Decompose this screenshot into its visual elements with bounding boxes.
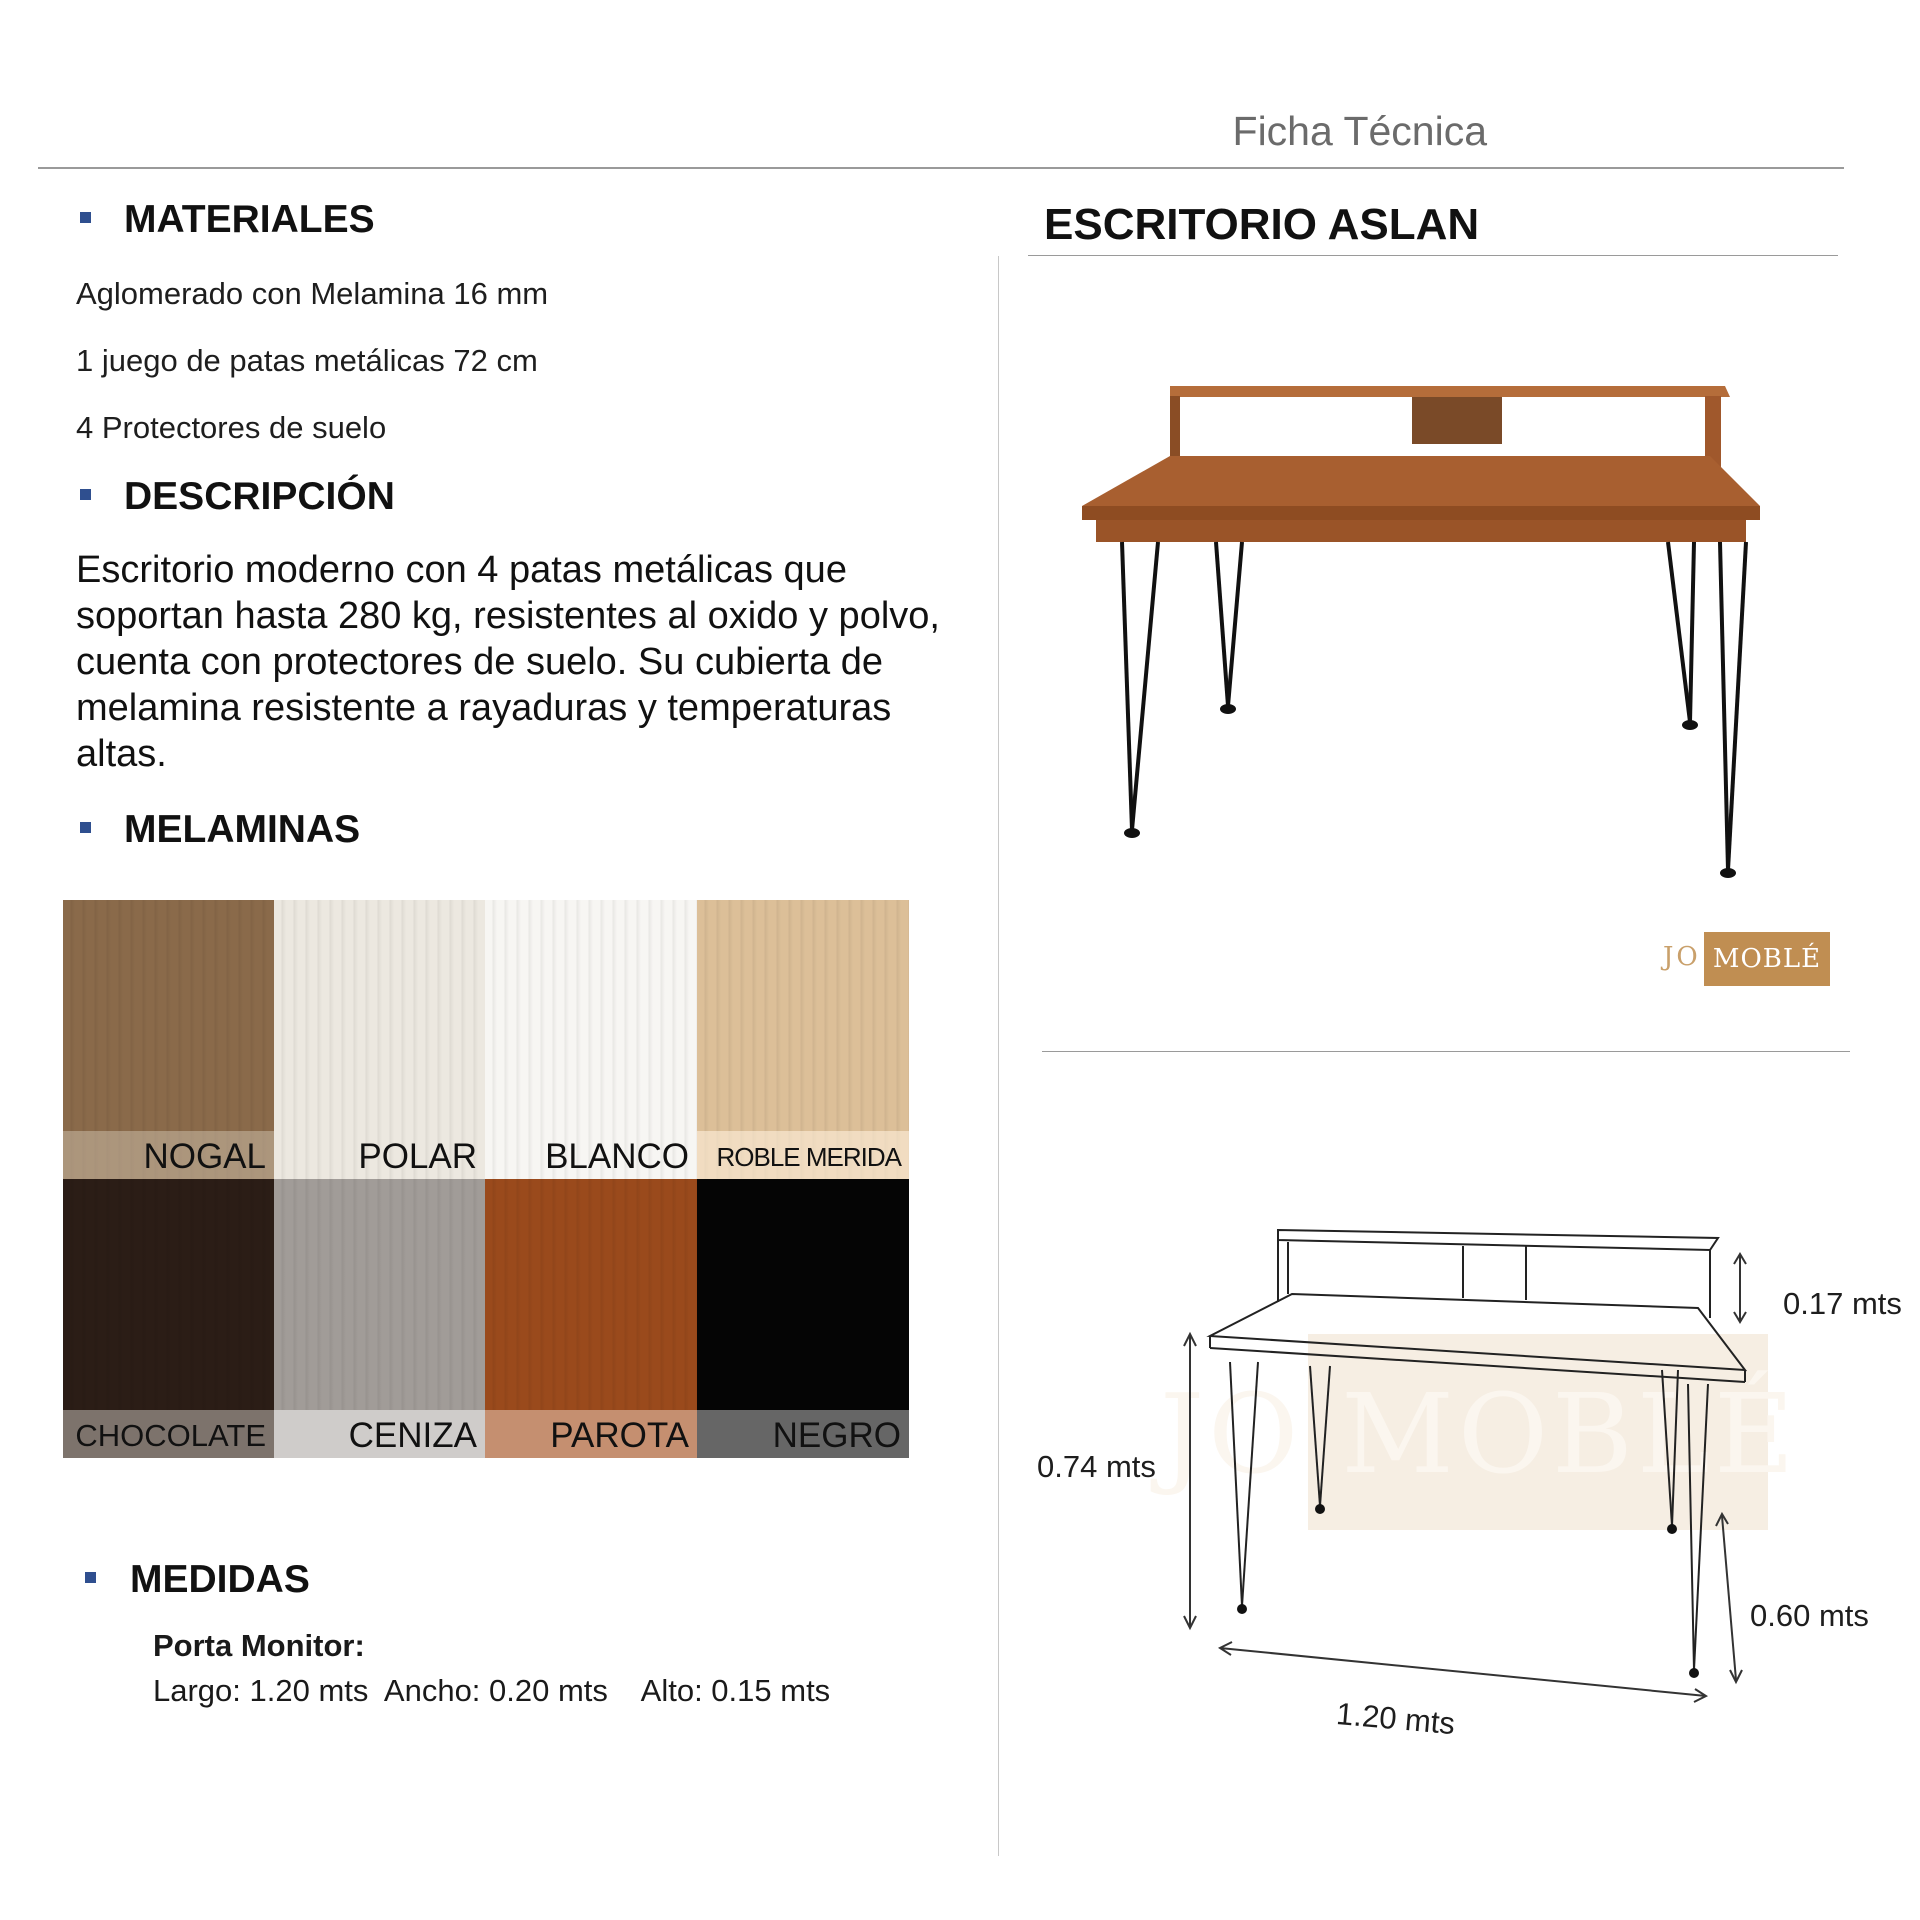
brand-logo-moble: MOBLÉ bbox=[1704, 932, 1830, 986]
materials-heading: MATERIALES bbox=[124, 198, 375, 241]
swatch-label: CENIZA bbox=[274, 1410, 485, 1458]
swatch-label: POLAR bbox=[358, 1137, 477, 1176]
swatch-blanco bbox=[485, 900, 697, 1179]
porta-monitor-label: Porta Monitor: bbox=[153, 1628, 365, 1663]
material-item: Aglomerado con Melamina 16 mm bbox=[76, 276, 549, 311]
swatch-nogal bbox=[63, 900, 274, 1179]
swatch-parota bbox=[485, 1179, 697, 1458]
dimension-depth: 0.60 mts bbox=[1750, 1598, 1869, 1633]
dimension-total-height: 0.74 mts bbox=[1037, 1449, 1156, 1484]
header-divider bbox=[38, 167, 1844, 169]
watermark-text: JO MOBLÉ bbox=[1160, 1370, 1799, 1498]
bullet-icon bbox=[80, 212, 91, 223]
brand-logo-jo: JO bbox=[1663, 942, 1701, 972]
bullet-icon bbox=[85, 1572, 96, 1583]
bullet-icon bbox=[80, 489, 91, 500]
melamina-swatch-grid bbox=[63, 900, 909, 1458]
material-item: 1 juego de patas metálicas 72 cm bbox=[76, 343, 538, 378]
title-divider bbox=[1028, 255, 1838, 256]
page-title: Ficha Técnica bbox=[1232, 108, 1487, 154]
swatch-label: NEGRO bbox=[697, 1410, 909, 1458]
swatch-label: ROBLE MERIDA bbox=[697, 1131, 909, 1179]
swatch-label: NOGAL bbox=[63, 1131, 274, 1179]
section-divider bbox=[1042, 1051, 1850, 1052]
porta-monitor-measures: Largo: 1.20 mts Ancho: 0.20 mts Alto: 0.15 mts bbox=[153, 1673, 831, 1708]
swatch-polar bbox=[274, 900, 485, 1179]
medidas-heading: MEDIDAS bbox=[130, 1558, 310, 1601]
swatch-label: CHOCOLATE bbox=[63, 1410, 274, 1458]
melaminas-heading: MELAMINAS bbox=[124, 808, 361, 851]
dimension-shelf-height: 0.17 mts bbox=[1783, 1286, 1902, 1321]
swatch-negro bbox=[697, 1179, 909, 1458]
swatch-ceniza bbox=[274, 1179, 485, 1458]
desk-product-image bbox=[1070, 370, 1790, 890]
description-heading: DESCRIPCIÓN bbox=[124, 475, 395, 518]
product-title: ESCRITORIO ASLAN bbox=[1044, 200, 1480, 249]
swatch-label: PAROTA bbox=[485, 1410, 697, 1458]
bullet-icon bbox=[80, 822, 91, 833]
dimension-width: 1.20 mts bbox=[1334, 1696, 1457, 1742]
swatch-roble-merida bbox=[697, 900, 909, 1179]
swatch-label: BLANCO bbox=[545, 1137, 689, 1176]
swatch-chocolate bbox=[63, 1179, 274, 1458]
material-item: 4 Protectores de suelo bbox=[76, 410, 387, 445]
desk-dimension-drawing bbox=[1180, 1210, 1780, 1730]
description-text: Escritorio moderno con 4 patas metálicas que soportan hasta 280 kg, resistentes al oxido y polvo, cuenta con protectores de suelo. Su cubierta de melamina resistente a rayaduras y temperaturas altas. bbox=[76, 549, 940, 775]
column-divider bbox=[998, 256, 999, 1856]
